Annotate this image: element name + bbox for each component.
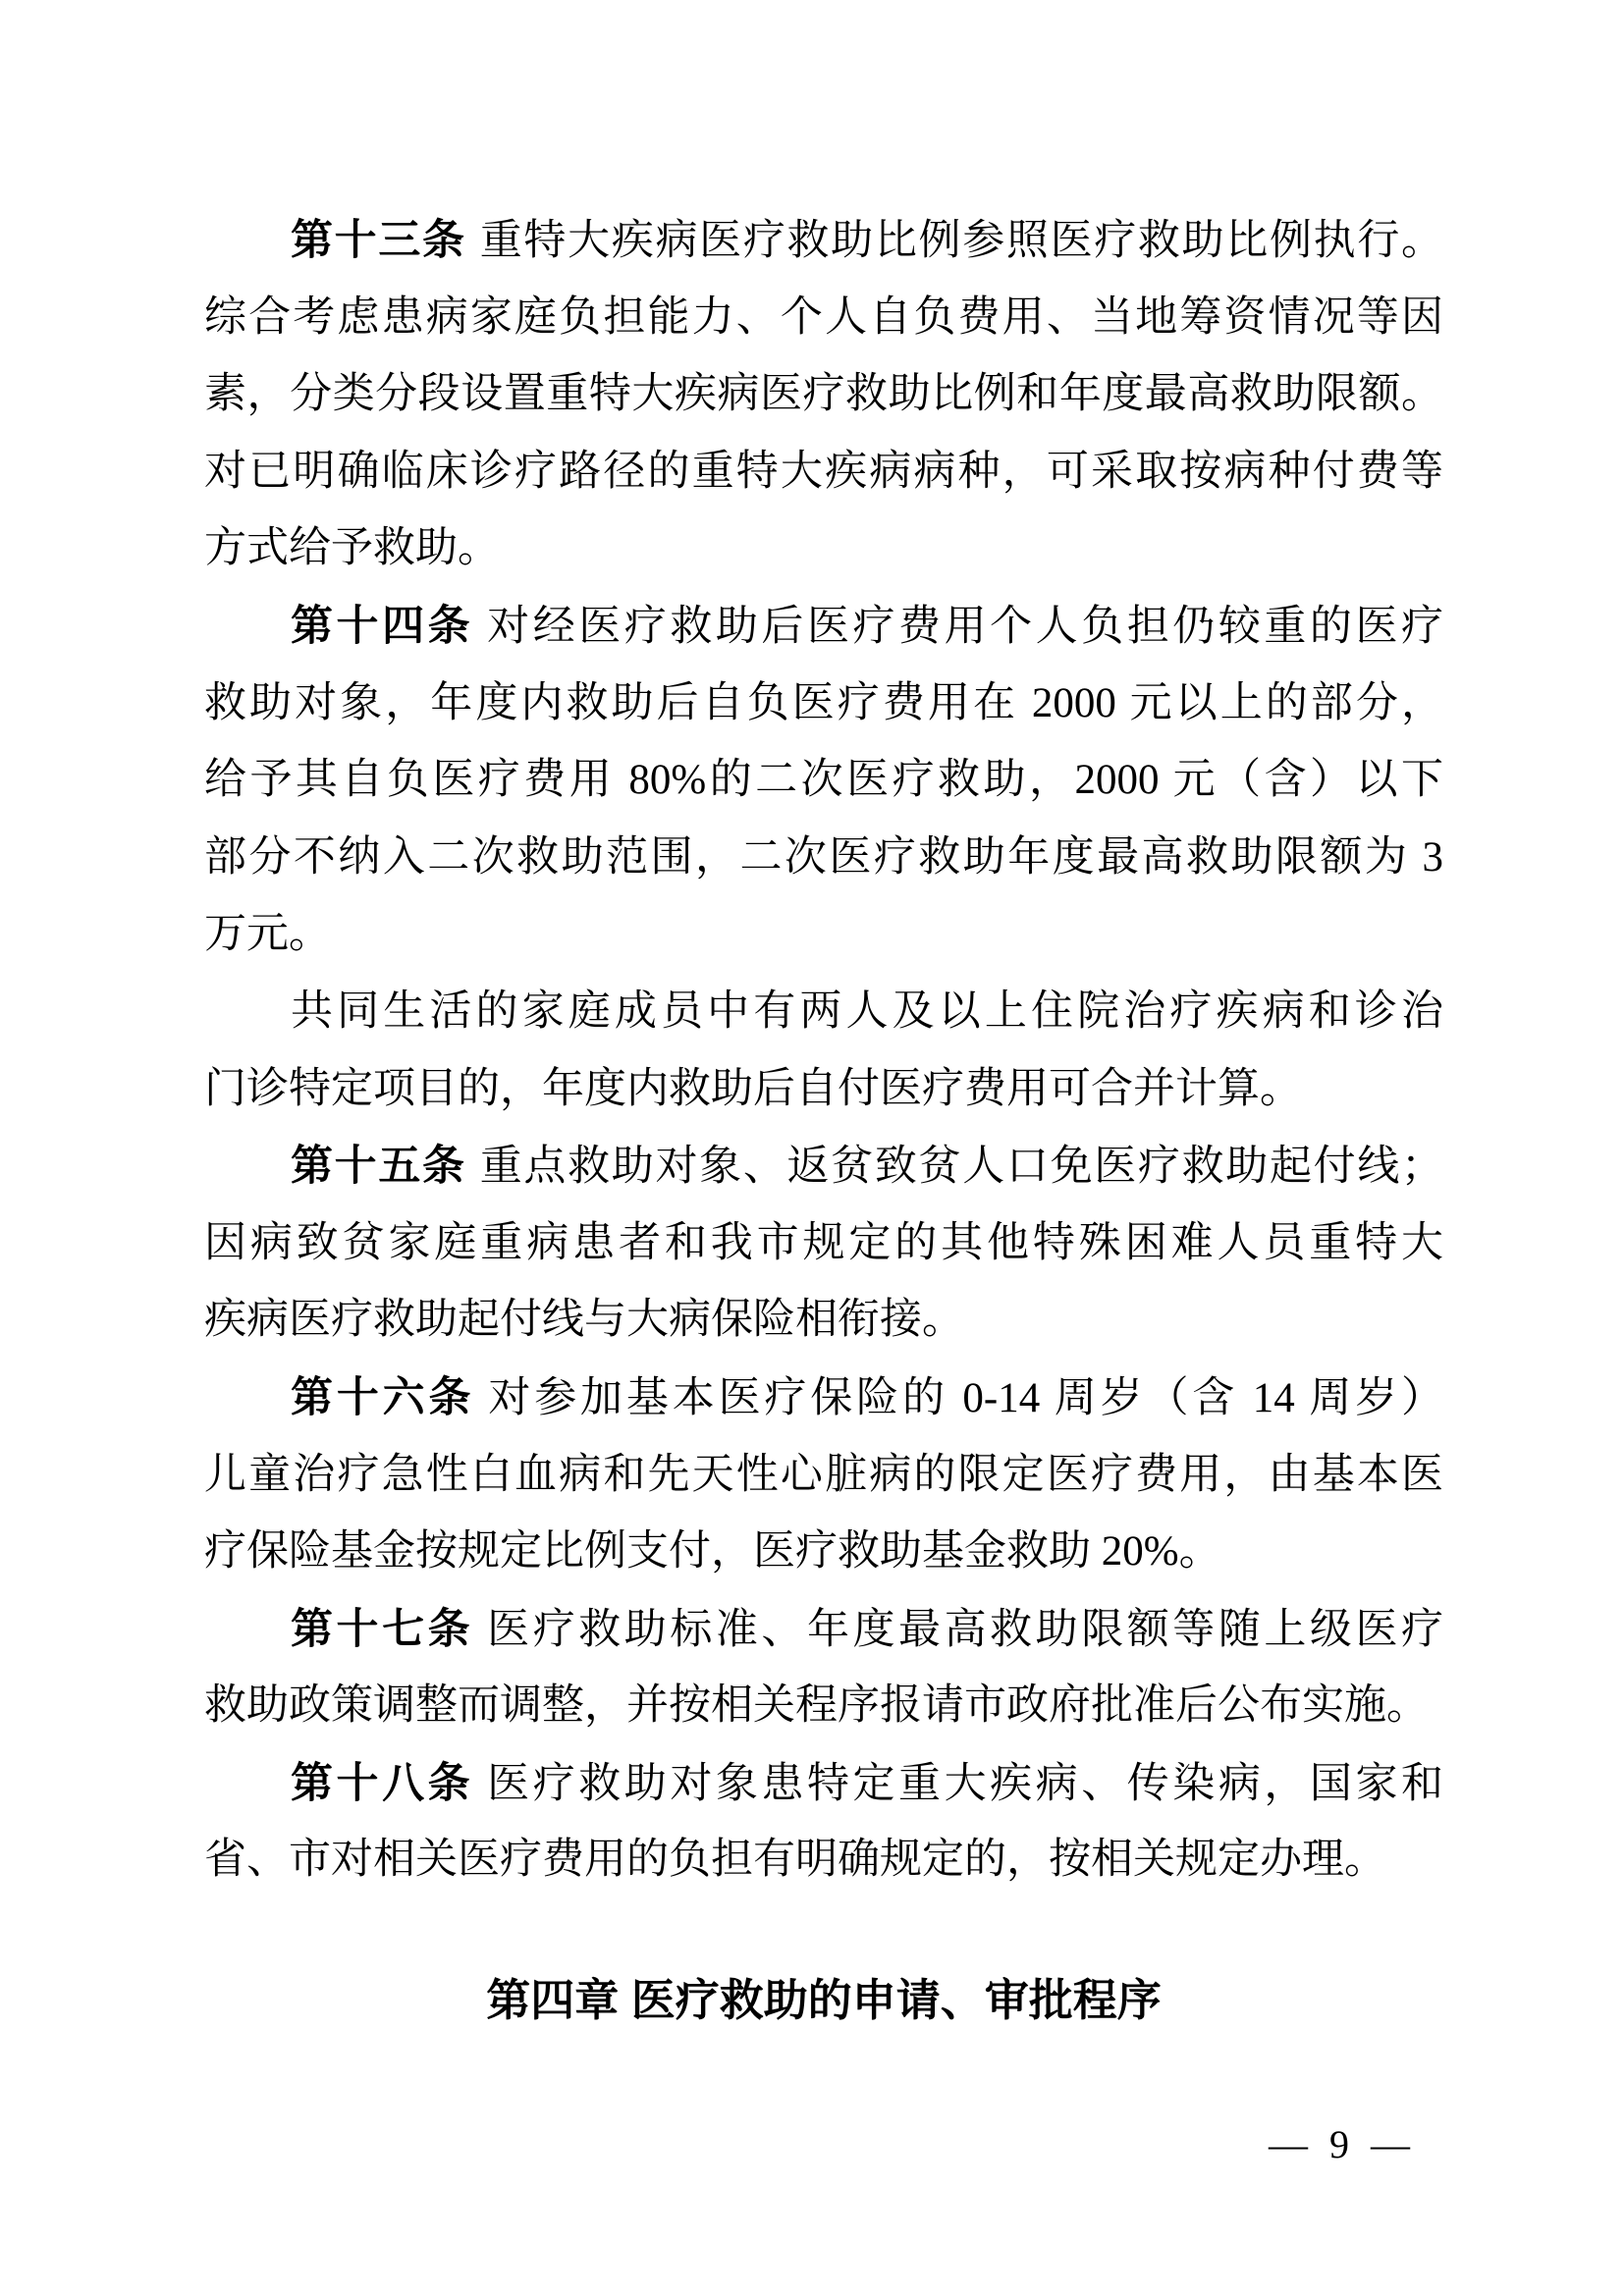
- text-line: [204, 1360, 1443, 1437]
- text-line: [204, 1591, 1443, 1669]
- text-line: [204, 1437, 1443, 1515]
- line-text: 因病致贫家庭重病患者和我市规定的其他特殊困难人员重特大: [204, 1219, 1443, 1266]
- text-line: [204, 974, 1443, 1051]
- line-text: 对参加基本医疗保险的 0-14 周岁（含 14 周岁）: [488, 1374, 1444, 1421]
- text-line: [204, 742, 1443, 820]
- line-text: 医疗救助标准、年度最高救助限额等随上级医疗: [487, 1606, 1444, 1653]
- line-text: 省、市对相关医疗费用的负担有明确规定的，按相关规定办理。: [204, 1837, 1386, 1884]
- line-text: 综合考虑患病家庭负担能力、个人自负费用、当地筹资情况等因: [204, 294, 1443, 341]
- text-line: [204, 356, 1443, 434]
- text-line: [204, 1051, 1443, 1129]
- text-line: [204, 202, 1443, 280]
- text-line: [204, 1128, 1443, 1205]
- text-line: [204, 1745, 1443, 1823]
- text-line: [204, 666, 1443, 743]
- line-text: 对经医疗救助后医疗费用个人负担仍较重的医疗: [487, 603, 1444, 650]
- line-text: 门诊特定项目的，年度内救助后自付医疗费用可合并计算。: [204, 1065, 1302, 1112]
- text-line: [204, 896, 1443, 974]
- line-text: 救助政策调整而调整，并按相关程序报请市政府批准后公布实施。: [204, 1682, 1429, 1730]
- line-text: 给予其自负医疗费用 80%的二次医疗救助，2000 元（含）以下: [204, 757, 1443, 804]
- line-text: 素，分类分段设置重特大疾病医疗救助比例和年度最高救助限额。: [204, 371, 1443, 418]
- text-line: [204, 434, 1443, 511]
- page-number: — 9 —: [1269, 2122, 1416, 2166]
- article-number: 第十四条: [291, 602, 474, 650]
- text-line: [204, 1822, 1443, 1899]
- line-text: 部分不纳入二次救助范围，二次医疗救助年度最高救助限额为 3: [204, 833, 1443, 881]
- line-text: 疗保险基金按规定比例支付，医疗救助基金救助 20%。: [204, 1528, 1221, 1575]
- article-number: 第十七条: [291, 1605, 474, 1653]
- text-line: [204, 1282, 1443, 1360]
- text-line: [204, 510, 1443, 588]
- line-text: 共同生活的家庭成员中有两人及以上住院治疗疾病和诊治: [291, 988, 1443, 1035]
- text-line: [204, 1668, 1443, 1745]
- line-text: 万元。: [204, 911, 331, 958]
- line-text: 儿童治疗急性白血病和先天性心脏病的限定医疗费用，由基本医: [204, 1451, 1443, 1498]
- text-line: [204, 1514, 1443, 1591]
- article-number: 第十三条: [291, 217, 466, 264]
- text-line: [204, 588, 1443, 666]
- text-line: [204, 820, 1443, 897]
- line-text: 疾病医疗救助起付线与大病保险相衔接。: [204, 1297, 964, 1344]
- line-text: 对已明确临床诊疗路径的重特大疾病病种，可采取按病种付费等: [204, 448, 1443, 495]
- text-line: [204, 1205, 1443, 1283]
- line-text: 方式给予救助。: [204, 525, 500, 572]
- line-text: 重特大疾病医疗救助比例参照医疗救助比例执行。: [479, 218, 1444, 264]
- article-number: 第十六条: [291, 1373, 475, 1421]
- article-number: 第十五条: [291, 1143, 466, 1191]
- chapter-heading: 第四章 医疗救助的申请、审批程序: [486, 1975, 1162, 2025]
- article-number: 第十八条: [291, 1759, 474, 1807]
- line-text: 救助对象，年度内救助后自负医疗费用在 2000 元以上的部分，: [204, 679, 1443, 726]
- line-text: 重点救助对象、返贫致贫人口免医疗救助起付线；: [479, 1144, 1444, 1191]
- line-text: 医疗救助对象患特定重大疾病、传染病，国家和: [487, 1760, 1444, 1807]
- text-line: [204, 280, 1443, 357]
- document-body: [204, 202, 1443, 1899]
